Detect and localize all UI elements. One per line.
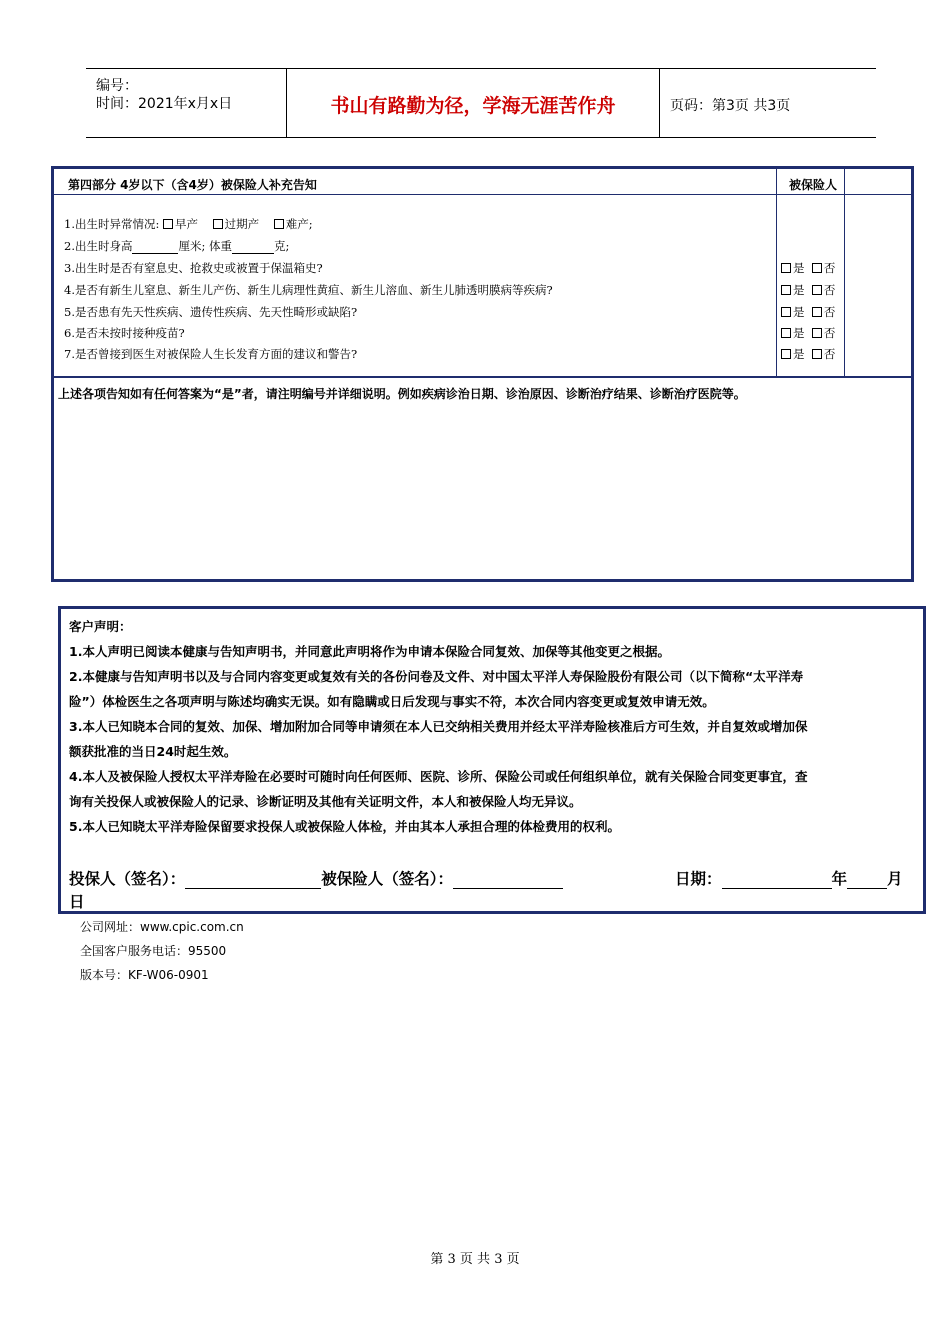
yes-label: 是 xyxy=(793,261,805,275)
question-2 xyxy=(64,238,289,254)
month-label: 月 xyxy=(887,870,903,888)
premature-checkbox[interactable] xyxy=(163,219,173,229)
motto-text: 书山有路勤为径，学海无涯苦作舟 xyxy=(330,95,616,117)
signature-row xyxy=(69,867,563,889)
question-1 xyxy=(64,216,313,232)
answer-3 xyxy=(781,260,835,276)
insured-signature-label: 被保险人（签名）： xyxy=(321,870,454,888)
answer-4 xyxy=(781,282,835,298)
insured-column-header: 被保险人 xyxy=(788,178,837,192)
day-label: 日 xyxy=(69,893,85,911)
divider xyxy=(54,194,911,195)
service-hotline: 全国客户服务电话：95500 xyxy=(80,944,227,958)
part4-title: 第四部分 4岁以下（含4岁）被保险人补充告知 xyxy=(68,178,317,192)
header-motto-cell xyxy=(287,69,660,137)
yes-checkbox[interactable] xyxy=(781,349,791,359)
yes-checkbox[interactable] xyxy=(781,328,791,338)
declaration-title: 客户声明： xyxy=(69,619,132,634)
no-checkbox[interactable] xyxy=(812,263,822,273)
question-2-weight-label: 厘米; 体重 xyxy=(178,239,233,253)
divider xyxy=(54,376,911,378)
height-field[interactable] xyxy=(132,239,178,254)
year-label: 年 xyxy=(831,870,848,888)
explanation-note: 上述各项告知如有任何答案为“是”者，请注明编号并详细说明。例如疾病诊治日期、诊治原因、诊断治疗结果、诊断治疗医院等。 xyxy=(58,387,746,401)
year-field[interactable] xyxy=(722,870,832,889)
policyholder-signature-label: 投保人（签名）： xyxy=(69,870,186,888)
no-label: 否 xyxy=(823,261,836,275)
insured-signature-field[interactable] xyxy=(453,870,563,889)
declaration-line-3b: 额获批准的当日24时起生效。 xyxy=(69,744,237,759)
date-row xyxy=(675,867,903,889)
part4-section xyxy=(51,166,914,582)
question-1-text: 1.出生时异常情况: xyxy=(64,217,160,231)
declaration-line-4b: 询有关投保人或被保险人的记录、诊断证明及其他有关证明文件，本人和被保险人均无异议。 xyxy=(69,794,582,809)
declaration-line-3a: 3.本人已知晓本合同的复效、加保、增加附加合同等申请须在本人已交纳相关费用并经太平洋寿险核准后方可生效，并自复效或增加保 xyxy=(69,719,808,734)
yes-checkbox[interactable] xyxy=(781,263,791,273)
dystocia-checkbox[interactable] xyxy=(274,219,284,229)
weight-field[interactable] xyxy=(232,239,274,254)
overdue-label: 过期产 xyxy=(224,217,260,231)
no-checkbox[interactable] xyxy=(812,285,822,295)
declaration-line-1: 1.本人声明已阅读本健康与告知声明书，并同意此声明将作为申请本保险合同复效、加保等其他变更之根据。 xyxy=(69,644,670,659)
overdue-checkbox[interactable] xyxy=(213,219,223,229)
explanation-area[interactable] xyxy=(58,407,906,573)
question-2-height-label: 2.出生时身高 xyxy=(64,239,133,253)
no-checkbox[interactable] xyxy=(812,328,822,338)
divider xyxy=(844,169,845,376)
no-label: 否 xyxy=(823,305,836,319)
document-header xyxy=(86,68,876,138)
date-label: 日期： xyxy=(675,870,722,888)
yes-label: 是 xyxy=(793,305,805,319)
answer-6 xyxy=(781,325,835,341)
question-7: 7.是否曾接到医生对被保险人生长发育方面的建议和警告? xyxy=(64,347,358,361)
company-website: 公司网址：www.cpic.com.cn xyxy=(80,920,244,934)
question-4: 4.是否有新生儿窒息、新生儿产伤、新生儿病理性黄疸、新生儿溶血、新生儿肺透明膜病等疾病? xyxy=(64,283,553,297)
no-checkbox[interactable] xyxy=(812,349,822,359)
header-page-cell xyxy=(660,69,876,137)
no-label: 否 xyxy=(823,283,836,297)
answer-5 xyxy=(781,304,835,320)
month-field[interactable] xyxy=(847,870,887,889)
yes-label: 是 xyxy=(793,326,805,340)
yes-checkbox[interactable] xyxy=(781,307,791,317)
question-5: 5.是否患有先天性疾病、遗传性疾病、先天性畸形或缺陷? xyxy=(64,305,358,319)
no-checkbox[interactable] xyxy=(812,307,822,317)
no-label: 否 xyxy=(823,347,836,361)
premature-label: 早产 xyxy=(175,217,199,231)
policyholder-signature-field[interactable] xyxy=(185,870,321,889)
header-info-cell xyxy=(86,69,287,137)
yes-label: 是 xyxy=(793,283,805,297)
version-number: 版本号：KF-W06-0901 xyxy=(80,968,209,982)
question-3: 3.出生时是否有窒息史、抢救史或被置于保温箱史? xyxy=(64,261,323,275)
page-number: 第 3 页 共 3 页 xyxy=(430,1252,520,1267)
number-label: 编号： xyxy=(96,78,138,94)
declaration-line-2b: 险”）体检医生之各项声明与陈述均确实无误。如有隐瞒或日后发现与事实不符，本次合同内容变更或复效申请无效。 xyxy=(69,694,715,709)
question-2-unit: 克; xyxy=(274,239,290,253)
dystocia-label: 难产; xyxy=(285,217,313,231)
declaration-line-4a: 4.本人及被保险人授权太平洋寿险在必要时可随时向任何医师、医院、诊所、保险公司或任何组织单位，就有关保险合同变更事宜，查 xyxy=(69,769,808,784)
no-label: 否 xyxy=(823,326,836,340)
page-label: 页码：第3页 共3页 xyxy=(670,98,791,114)
yes-checkbox[interactable] xyxy=(781,285,791,295)
answer-7 xyxy=(781,346,835,362)
declaration-line-5: 5.本人已知晓太平洋寿险保留要求投保人或被保险人体检，并由其本人承担合理的体检费用的权利。 xyxy=(69,819,620,834)
question-6: 6.是否未按时接种疫苗? xyxy=(64,326,185,340)
divider xyxy=(776,169,777,376)
yes-label: 是 xyxy=(793,347,805,361)
customer-declaration xyxy=(58,606,926,914)
time-label: 时间：2021年x月x日 xyxy=(96,96,233,112)
declaration-line-2a: 2.本健康与告知声明书以及与合同内容变更或复效有关的各份问卷及文件、对中国太平洋人寿保险股份有限公司（以下简称“太平洋寿 xyxy=(69,669,804,684)
